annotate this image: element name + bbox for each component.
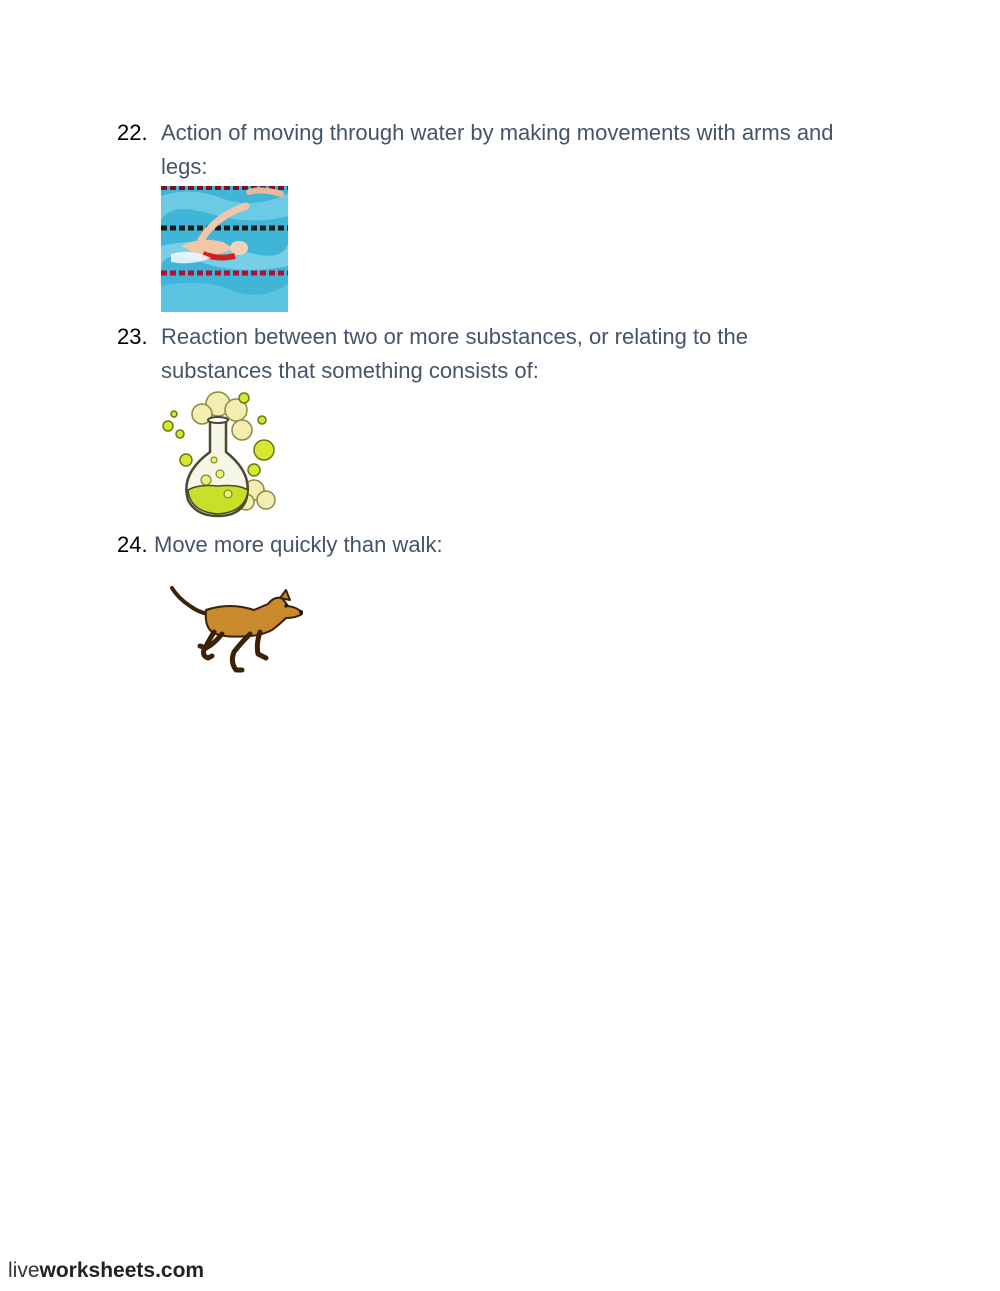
running-dog-image xyxy=(168,584,306,674)
question-number: 23. xyxy=(117,324,148,349)
chemistry-flask-image xyxy=(158,390,282,520)
question-24 xyxy=(117,528,877,562)
swimmer-image xyxy=(161,186,288,312)
question-text: Action of moving through water by making movements with arms and legs: xyxy=(161,120,834,179)
question-24-line xyxy=(117,528,877,562)
question-23-line xyxy=(117,320,877,388)
question-22 xyxy=(117,116,877,184)
question-23 xyxy=(117,320,877,388)
question-number: 22. xyxy=(117,120,148,145)
logo-bold-text: worksheets.com xyxy=(39,1259,205,1282)
question-text: Reaction between two or more substances, or relating to the substances that something consists of: xyxy=(161,324,748,383)
question-22-line xyxy=(117,116,877,184)
logo-light-text: live xyxy=(8,1259,40,1282)
question-text: Move more quickly than walk: xyxy=(154,532,443,557)
liveworksheets-logo xyxy=(8,1259,204,1283)
question-number: 24. xyxy=(117,532,148,557)
